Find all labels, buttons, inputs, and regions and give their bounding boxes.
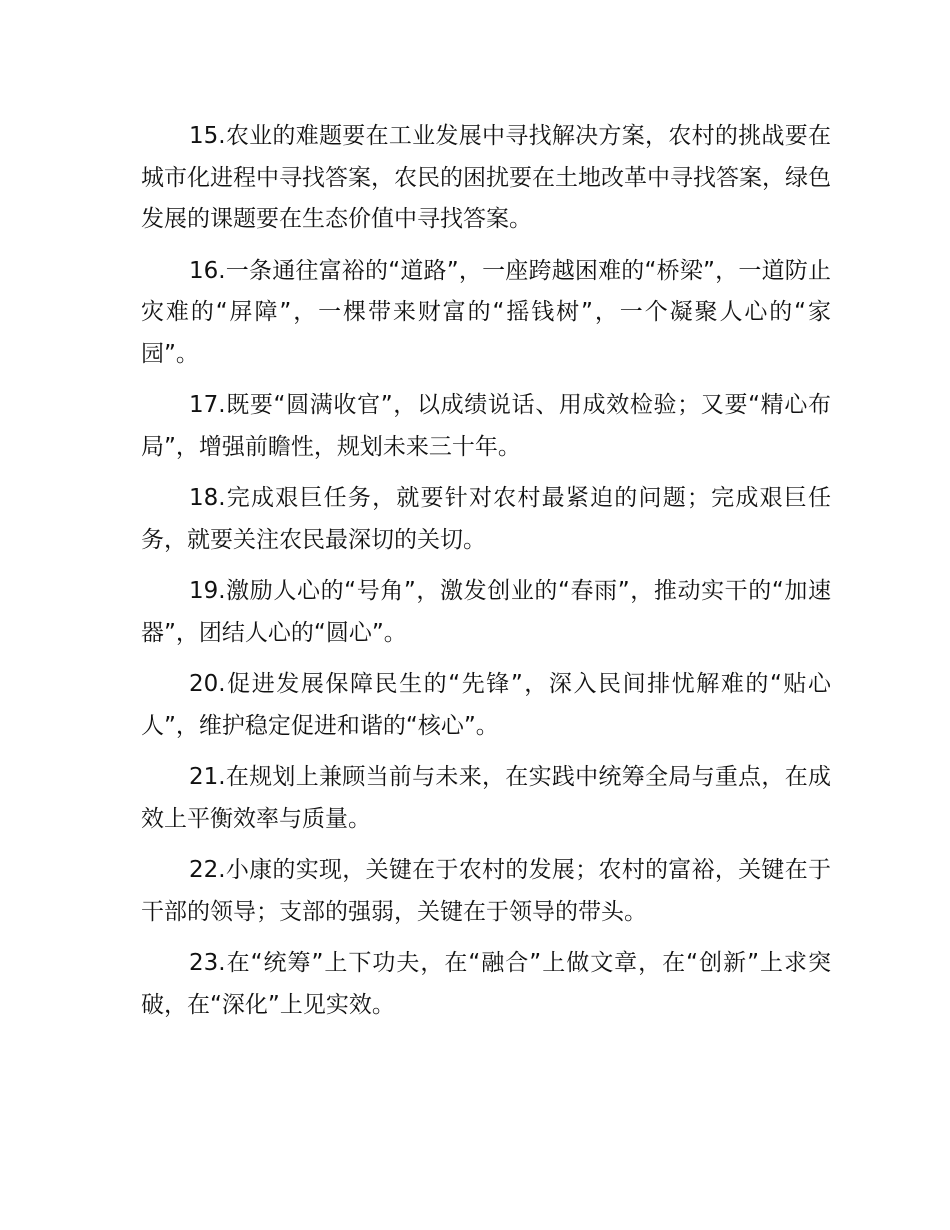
paragraph-15: 15.农业的难题要在工业发展中寻找解决方案，农村的挑战要在城市化进程中寻找答案，农民的困扰要在土地改革中寻找答案，绿色发展的课题要在生态价值中寻找答案。 <box>141 123 831 232</box>
paragraph-21: 21.在规划上兼顾当前与未来，在实践中统筹全局与重点，在成效上平衡效率与质量。 <box>141 764 831 832</box>
paragraph-18: 18.完成艰巨任务，就要针对农村最紧迫的问题；完成艰巨任务，就要关注农民最深切的关切。 <box>141 485 831 553</box>
paragraph-19: 19.激励人心的“号角”，激发创业的“春雨”，推动实干的“加速器”，团结人心的“圆心”。 <box>141 578 831 646</box>
document-body <box>141 116 831 1036</box>
paragraph-20: 20.促进发展保障民生的“先锋”，深入民间排忧解难的“贴心人”，维护稳定促进和谐的“核心”。 <box>141 671 831 739</box>
paragraph-17: 17.既要“圆满收官”，以成绩说话、用成效检验；又要“精心布局”，增强前瞻性，规划未来三十年。 <box>141 392 831 460</box>
paragraph-22: 22.小康的实现，关键在于农村的发展；农村的富裕，关键在于干部的领导；支部的强弱，关键在于领导的带头。 <box>141 857 831 925</box>
paragraph-16: 16.一条通往富裕的“道路”，一座跨越困难的“桥梁”，一道防止灾难的“屏障”，一棵带来财富的“摇钱树”，一个凝聚人心的“家园”。 <box>141 257 831 367</box>
paragraph-23: 23.在“统筹”上下功夫，在“融合”上做文章，在“创新”上求突破，在“深化”上见实效。 <box>141 950 831 1018</box>
